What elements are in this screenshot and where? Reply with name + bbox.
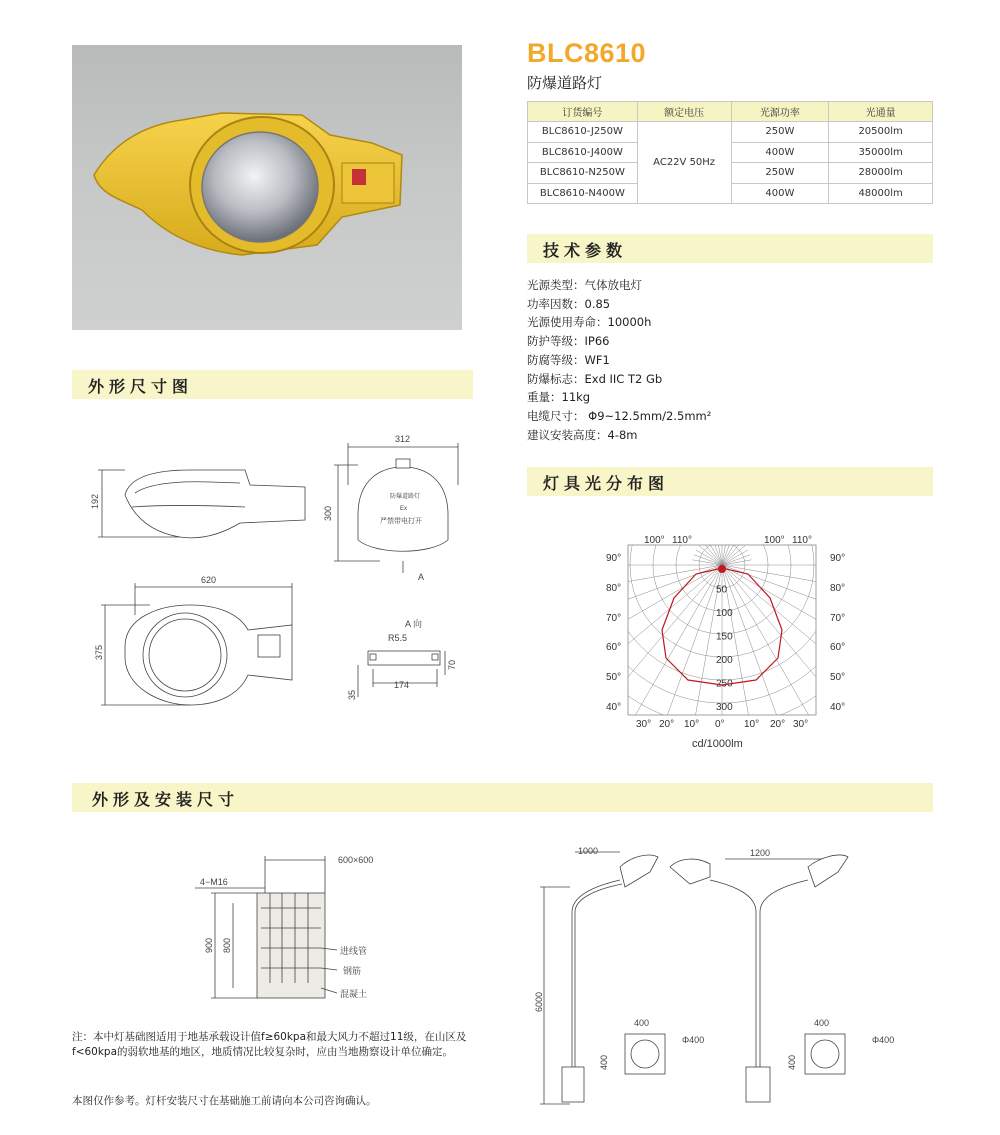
spec-table bbox=[527, 101, 933, 204]
param-item: 功率因数：0.85 bbox=[527, 296, 611, 311]
angle-label-bottom: 0° bbox=[715, 719, 725, 730]
dim-bracket-h2: 35 bbox=[347, 689, 357, 700]
base-size-right: 400 bbox=[814, 1018, 830, 1028]
header-order-code: 订货编号 bbox=[528, 102, 638, 122]
param-item: 光源使用寿命：10000h bbox=[527, 315, 652, 330]
nameplate-line3: 严禁带电打开 bbox=[380, 518, 422, 525]
section-title: 外形及安装尺寸 bbox=[92, 790, 240, 809]
base-dia-left: Φ400 bbox=[682, 1035, 705, 1045]
angle-label-top: 100° bbox=[764, 535, 785, 546]
note-reference: 本图仅作参考。灯杆安装尺寸在基础施工前请向本公司咨询确认。 bbox=[72, 1095, 377, 1107]
param-item: 防爆标志：Exd IIC T2 Gb bbox=[527, 371, 663, 386]
product-name: 防爆道路灯 bbox=[527, 74, 603, 92]
light-distribution-chart bbox=[596, 530, 856, 750]
cell-power: 400W bbox=[731, 183, 829, 204]
angle-label-left: 40° bbox=[606, 702, 622, 713]
cell-power: 250W bbox=[731, 122, 829, 143]
header-power: 光源功率 bbox=[731, 102, 829, 122]
bolt-spec: 4−M16 bbox=[200, 877, 228, 887]
param-item: 重量：11kg bbox=[527, 390, 591, 405]
dim-bracket-h1: 70 bbox=[447, 659, 457, 670]
param-item: 电缆尺寸： Φ9~12.5mm/2.5mm² bbox=[527, 408, 712, 423]
param-item: 光源类型：气体放电灯 bbox=[527, 278, 642, 292]
lamp-illustration bbox=[72, 45, 462, 330]
param-item: 防腐等级：WF1 bbox=[527, 352, 610, 367]
angle-label-right: 80° bbox=[830, 583, 846, 594]
depth-outer: 900 bbox=[204, 937, 214, 953]
view-mark-a: A bbox=[418, 572, 425, 582]
arm-double: 1200 bbox=[750, 848, 771, 858]
angle-label-top: 100° bbox=[644, 535, 665, 546]
angle-label-top: 110° bbox=[672, 535, 692, 546]
dim-front-height: 300 bbox=[323, 505, 333, 521]
pole-installation-drawing bbox=[530, 842, 930, 1112]
header-flux: 光通量 bbox=[829, 102, 933, 122]
arm-single: 1000 bbox=[578, 846, 599, 856]
nameplate-line2: Ex bbox=[400, 506, 408, 512]
dim-radius: R5.5 bbox=[388, 633, 408, 643]
label-rebar: 钢筋 bbox=[343, 966, 362, 976]
radial-label: 200 bbox=[716, 655, 733, 666]
radial-label: 300 bbox=[716, 702, 733, 713]
cell-flux: 35000lm bbox=[829, 142, 933, 163]
angle-label-bottom: 20° bbox=[770, 719, 786, 730]
grid-ring bbox=[596, 530, 856, 726]
header-voltage: 额定电压 bbox=[637, 102, 731, 122]
param-item: 建议安装高度：4-8m bbox=[527, 427, 638, 442]
dim-front-width: 312 bbox=[395, 434, 411, 444]
angle-label-bottom: 20° bbox=[659, 719, 675, 730]
angle-label-left: 80° bbox=[606, 583, 622, 594]
angle-label-right: 60° bbox=[830, 642, 846, 653]
cell-voltage: AC22V 50Hz bbox=[637, 122, 731, 204]
section-dimensions bbox=[72, 370, 473, 399]
base-height-left: 400 bbox=[599, 1054, 609, 1070]
cell-code: BLC8610-N400W bbox=[528, 183, 638, 204]
foundation-size: 600×600 bbox=[338, 855, 374, 865]
section-title: 外形尺寸图 bbox=[88, 377, 194, 396]
section-title: 灯具光分布图 bbox=[543, 474, 670, 493]
depth-inner: 800 bbox=[222, 937, 232, 953]
cell-power: 250W bbox=[731, 163, 829, 184]
radial-label: 50 bbox=[716, 584, 728, 596]
angle-label-bottom: 10° bbox=[684, 719, 700, 730]
chart-unit: cd/1000lm bbox=[692, 738, 743, 750]
angle-label-left: 70° bbox=[606, 613, 622, 624]
angle-label-top: 110° bbox=[792, 535, 812, 546]
param-item: 防护等级：IP66 bbox=[527, 334, 610, 349]
angle-label-left: 90° bbox=[606, 553, 622, 564]
pole-height: 6000 bbox=[534, 991, 544, 1012]
product-photo bbox=[72, 45, 462, 330]
angle-label-right: 40° bbox=[830, 702, 846, 713]
cell-code: BLC8610-J400W bbox=[528, 142, 638, 163]
radial-label: 150 bbox=[716, 631, 733, 643]
section-light-distribution bbox=[527, 467, 933, 496]
dim-top-height: 375 bbox=[94, 644, 104, 660]
cell-power: 400W bbox=[731, 142, 829, 163]
angle-label-bottom: 30° bbox=[793, 719, 809, 730]
grid-spoke bbox=[722, 565, 856, 654]
cell-flux: 48000lm bbox=[829, 183, 933, 204]
dim-bracket-width: 174 bbox=[394, 680, 410, 690]
section-tech-params bbox=[527, 234, 933, 263]
angle-label-left: 60° bbox=[606, 642, 622, 653]
dimension-drawing bbox=[80, 425, 480, 715]
angle-label-right: 90° bbox=[830, 553, 846, 564]
label-conduit: 进线管 bbox=[340, 946, 368, 956]
cell-flux: 28000lm bbox=[829, 163, 933, 184]
base-size-left: 400 bbox=[634, 1018, 650, 1028]
angle-label-bottom: 10° bbox=[744, 719, 760, 730]
angle-label-left: 50° bbox=[606, 672, 622, 683]
radial-label: 250 bbox=[716, 678, 733, 690]
section-install bbox=[72, 783, 933, 812]
tech-params-list bbox=[527, 276, 711, 444]
dim-side-height: 192 bbox=[90, 493, 100, 509]
cell-flux: 20500lm bbox=[829, 122, 933, 143]
note-foundation: 注：本中灯基础图适用于地基承载设计值f≥60kpa和最大风力不超过11级，在山区及f<60kpa的弱软地基的地区，地质情况比较复杂时，应由当地勘察设计单位确定。 bbox=[72, 1031, 467, 1058]
table-row bbox=[528, 122, 933, 143]
angle-label-right: 50° bbox=[830, 672, 846, 683]
dim-top-width: 620 bbox=[201, 575, 217, 585]
cell-code: BLC8610-N250W bbox=[528, 163, 638, 184]
angle-label-bottom: 30° bbox=[636, 719, 652, 730]
product-model: BLC8610 bbox=[527, 38, 647, 68]
view-a-title: A 向 bbox=[405, 619, 423, 629]
foundation-drawing bbox=[195, 848, 435, 1018]
section-title: 技术参数 bbox=[543, 241, 628, 260]
label-concrete: 混凝土 bbox=[340, 989, 368, 999]
nameplate-line1: 防爆道路灯 bbox=[390, 494, 421, 500]
base-dia-right: Φ400 bbox=[872, 1035, 895, 1045]
radial-label: 100 bbox=[716, 608, 733, 619]
base-height-right: 400 bbox=[787, 1054, 797, 1070]
cell-code: BLC8610-J250W bbox=[528, 122, 638, 143]
angle-label-right: 70° bbox=[830, 613, 846, 624]
